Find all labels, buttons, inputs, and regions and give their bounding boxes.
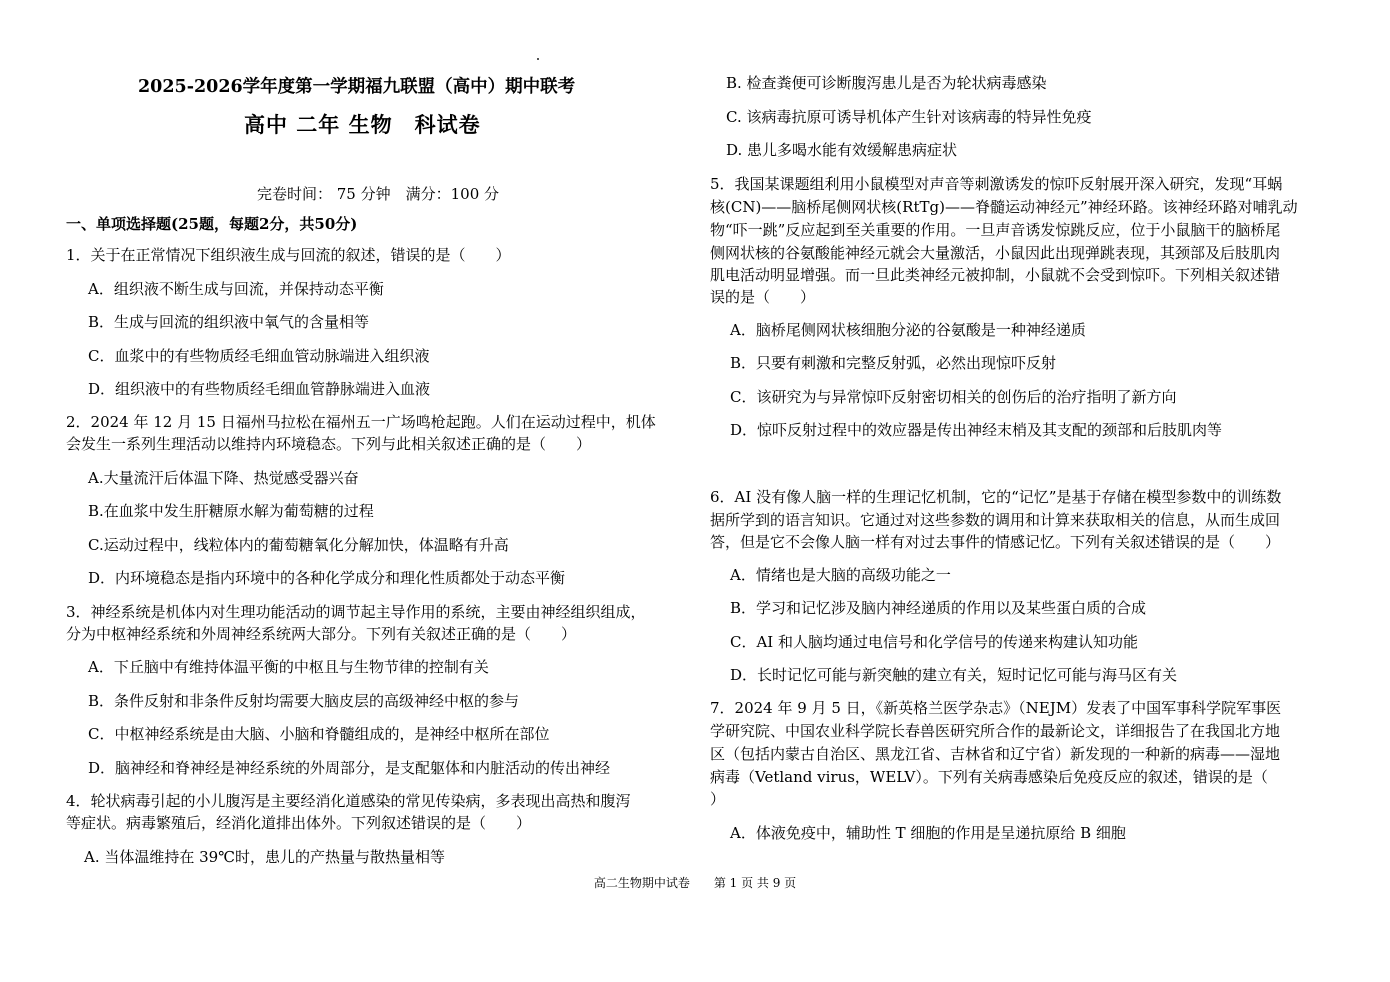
answer-option: D．惊吓反射过程中的效应器是传出神经末梢及其支配的颈部和后肢肌肉等	[730, 421, 1223, 439]
question-stem: 侧网状核的谷氨酸能神经元就会大量激活，小鼠因此出现弹跳表现，其颈部及后肢肌肉	[710, 244, 1281, 262]
question-stem: 误的是（ ）	[710, 288, 816, 306]
answer-option: C．中枢神经系统是由大脑、小脑和脊髓组成的，是神经中枢所在部位	[88, 725, 550, 743]
stray-dot-mark	[537, 58, 539, 60]
question-stem: 区（包括内蒙古自治区、黑龙江省、吉林省和辽宁省）新发现的一种新的病毒——湿地	[710, 745, 1281, 763]
answer-option: B．条件反射和非条件反射均需要大脑皮层的高级神经中枢的参与	[88, 692, 520, 710]
question-stem: 核(CN)——脑桥尾侧网状核(RtTg)——脊髓运动神经元”神经环路。该神经环路对哺乳动	[710, 198, 1298, 216]
answer-option: D. 患儿多喝水能有效缓解患病症状	[726, 141, 958, 159]
question-stem: 3．神经系统是机体内对生理功能活动的调节起主导作用的系统，主要由神经组织组成，	[66, 603, 646, 621]
paper-subtitle: 高中 二年 生物 科试卷	[244, 112, 481, 137]
answer-option: A．脑桥尾侧网状核细胞分泌的谷氨酸是一种神经递质	[730, 321, 1086, 339]
page-footer: 高二生物期中试卷 第 1 页 共 9 页	[593, 876, 797, 890]
question-stem: 物“吓一跳”反应起到至关重要的作用。一旦声音诱发惊跳反应，位于小鼠脑干的脑桥尾	[710, 221, 1281, 239]
question-stem: 等症状。病毒繁殖后，经消化道排出体外。下列叙述错误的是（ ）	[66, 814, 532, 832]
answer-option: A．下丘脑中有维持体温平衡的中枢且与生物节律的控制有关	[88, 658, 489, 676]
question-stem: 4．轮状病毒引起的小儿腹泻是主要经消化道感染的常见传染病，多表现出高热和腹泻	[66, 792, 631, 810]
answer-option: D．内环境稳态是指内环境中的各种化学成分和理化性质都处于动态平衡	[88, 569, 566, 587]
question-stem: 答，但是它不会像人脑一样有对过去事件的情感记忆。下列有关叙述错误的是（ ）	[710, 533, 1281, 551]
answer-option: C.运动过程中，线粒体内的葡萄糖氧化分解加快，体温略有升高	[88, 536, 509, 554]
question-stem: 学研究院、中国农业科学院长春兽医研究所合作的最新论文，详细报告了在我国北方地	[710, 722, 1281, 740]
question-stem: 分为中枢神经系统和外周神经系统两大部分。下列有关叙述正确的是（ ）	[66, 625, 577, 643]
answer-option: B. 检查粪便可诊断腹泻患儿是否为轮状病毒感染	[726, 74, 1047, 92]
question-stem: 5．我国某课题组利用小鼠模型对声音等刺激诱发的惊吓反射展开深入研究，发现“耳蜗	[710, 175, 1283, 193]
answer-option: C．血浆中的有些物质经毛细血管动脉端进入组织液	[88, 347, 430, 365]
answer-option: C．AI 和人脑均通过电信号和化学信号的传递来构建认知功能	[730, 633, 1139, 651]
question-stem: 据所学到的语言知识。它通过对这些参数的调用和计算来获取相关的信息，从而生成回	[710, 511, 1281, 529]
exam-info: 完卷时间： 75 分钟 满分：100 分	[257, 185, 500, 203]
answer-option: B．只要有刺激和完整反射弧，必然出现惊吓反射	[730, 354, 1057, 372]
question-stem: 2．2024 年 12 月 15 日福州马拉松在福州五一广场鸣枪起跑。人们在运动过程中，机体	[66, 413, 656, 431]
question-stem: 会发生一系列生理活动以维持内环境稳态。下列与此相关叙述正确的是（ ）	[66, 435, 592, 453]
answer-option: D．长时记忆可能与新突触的建立有关，短时记忆可能与海马区有关	[730, 666, 1178, 684]
answer-option: A．体液免疫中，辅助性 T 细胞的作用是呈递抗原给 B 细胞	[730, 824, 1126, 842]
question-stem: 1．关于在正常情况下组织液生成与回流的叙述，错误的是（ ）	[66, 246, 511, 264]
answer-option: C．该研究为与异常惊吓反射密切相关的创伤后的治疗指明了新方向	[730, 388, 1177, 406]
question-stem: 肌电活动明显增强。而一旦此类神经元被抑制，小鼠就不会受到惊吓。下列相关叙述错	[710, 266, 1281, 284]
answer-option: A. 当体温维持在 39℃时，患儿的产热量与散热量相等	[84, 848, 446, 866]
question-stem: 病毒（Vetland virus，WELV）。下列有关病毒感染后免疫反应的叙述，错误的是（	[710, 768, 1268, 786]
answer-option: A．情绪也是大脑的高级功能之一	[730, 566, 951, 584]
answer-option: D．脑神经和脊神经是神经系统的外周部分，是支配躯体和内脏活动的传出神经	[88, 759, 611, 777]
question-stem: ）	[710, 790, 726, 808]
answer-option: A．组织液不断生成与回流，并保持动态平衡	[88, 280, 384, 298]
question-stem: 7．2024 年 9 月 5 日，《新英格兰医学杂志》（NEJM）发表了中国军事科学院军事医	[710, 699, 1282, 717]
answer-option: C. 该病毒抗原可诱导机体产生针对该病毒的特异性免疫	[726, 108, 1092, 126]
answer-option: B．生成与回流的组织液中氧气的含量相等	[88, 313, 370, 331]
question-stem: 6．AI 没有像人脑一样的生理记忆机制，它的“记忆”是基于存储在模型参数中的训练数	[710, 488, 1282, 506]
answer-option: B．学习和记忆涉及脑内神经递质的作用以及某些蛋白质的合成	[730, 599, 1147, 617]
answer-option: A.大量流汗后体温下降、热觉感受器兴奋	[88, 469, 359, 487]
section-heading: 一、单项选择题(25题，每题2分，共50分)	[66, 215, 358, 233]
answer-option: B.在血浆中发生肝糖原水解为葡萄糖的过程	[88, 502, 374, 520]
exam-title: 2025-2026学年度第一学期福九联盟（高中）期中联考	[138, 77, 576, 97]
answer-option: D．组织液中的有些物质经毛细血管静脉端进入血液	[88, 380, 431, 398]
